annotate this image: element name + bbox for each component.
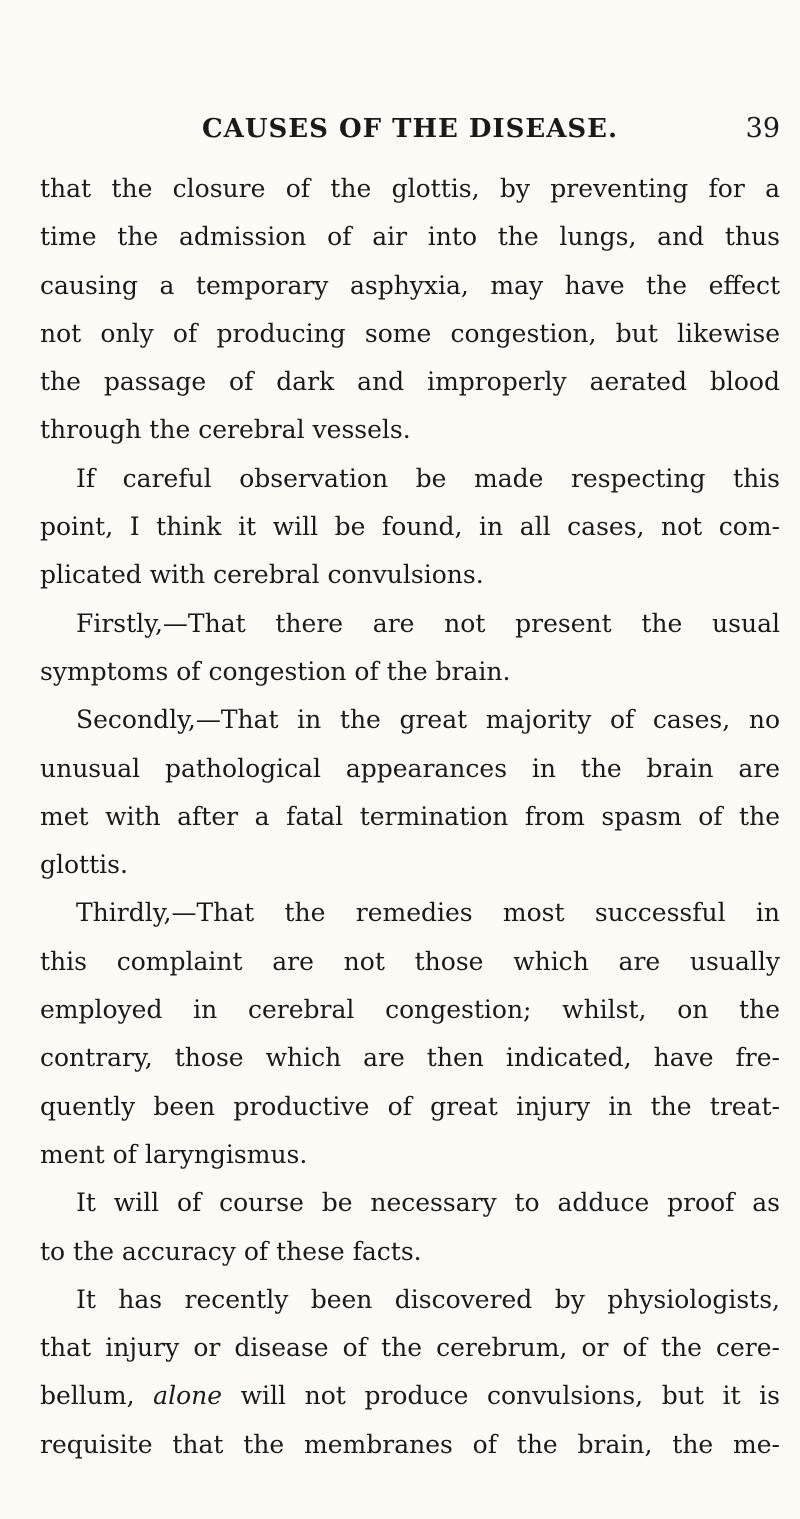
text-line: requisite that the membranes of the brain, the me- [40, 1429, 780, 1459]
text-line: to the accuracy of these facts. [40, 1236, 422, 1266]
running-head [40, 111, 780, 147]
text-line: bellum, alone will not produce convulsions, but it is [40, 1381, 780, 1411]
text-line: this complaint are not those which are usually [40, 946, 780, 976]
body-text [40, 165, 780, 1469]
text-line: causing a temporary asphyxia, may have the effect [40, 270, 780, 300]
page-number: 39 [745, 113, 780, 144]
text-line: through the cerebral vessels. [40, 415, 411, 445]
text-line: Firstly,—That there are not present the usual [76, 608, 780, 638]
text-line: time the admission of air into the lungs, and thus [40, 222, 780, 252]
text-line: that the closure of the glottis, by preventing for a [40, 174, 780, 203]
text-line: point, I think it will be found, in all cases, not com- [40, 512, 780, 542]
text-line: the passage of dark and improperly aerated blood [40, 367, 780, 397]
text-line: employed in cerebral congestion; whilst, on the [40, 995, 780, 1025]
text-line: plicated with cerebral convulsions. [40, 560, 484, 590]
running-title: CAUSES OF THE DISEASE. [201, 114, 619, 144]
text-line: It has recently been discovered by physiologists, [76, 1284, 780, 1314]
text-line: not only of producing some congestion, but likewise [40, 318, 780, 348]
text-line: contrary, those which are then indicated, have fre- [40, 1043, 780, 1073]
text-line: ment of laryngismus. [40, 1139, 308, 1169]
text-line: glottis. [40, 850, 128, 880]
text-line: If careful observation be made respecting this [76, 463, 780, 493]
text-line: It will of course be necessary to adduce proof as [76, 1188, 780, 1218]
text-line: unusual pathological appearances in the brain are [40, 753, 780, 783]
text-line: met with after a fatal termination from spasm of the [40, 801, 780, 831]
text-line: Secondly,—That in the great majority of cases, no [76, 705, 780, 735]
italic-emphasis: alone [153, 1381, 223, 1411]
text-line: that injury or disease of the cerebrum, or of the cere- [40, 1333, 780, 1363]
text-line: symptoms of congestion of the brain. [40, 656, 511, 686]
text-line: Thirdly,—That the remedies most successful in [76, 898, 780, 928]
text-line: quently been productive of great injury in the treat- [40, 1091, 780, 1121]
